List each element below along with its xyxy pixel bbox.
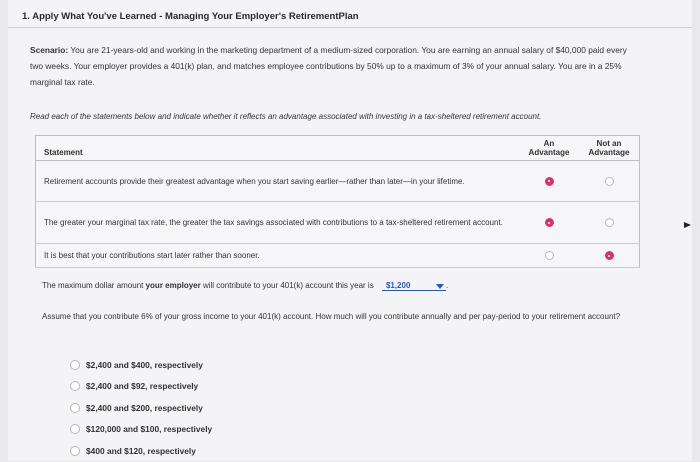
answer-options	[70, 354, 212, 462]
radio-option-4[interactable]	[70, 424, 80, 434]
statement-text: Retirement accounts provide their greatest advantage when you start saving earlier—rather than later—in your lifetime.	[36, 161, 520, 202]
statement-table	[35, 135, 640, 268]
table-row	[36, 161, 640, 202]
radio-advantage-row3[interactable]	[545, 251, 554, 260]
contribution-question: Assume that you contribute 6% of your gross income to your 401(k) account. How much will you contribute annually and per pay-period to your retirement account?	[42, 312, 621, 321]
radio-not-advantage-row1[interactable]	[605, 177, 614, 186]
option-2[interactable]: $2,400 and $92, respectively	[70, 376, 212, 398]
radio-option-2[interactable]	[70, 381, 80, 391]
scenario-text	[30, 42, 630, 90]
option-1[interactable]: $2,400 and $400, respectively	[70, 354, 212, 376]
scenario-label: Scenario:	[30, 45, 69, 55]
statement-text: It is best that your contributions start later rather than sooner.	[36, 244, 520, 268]
radio-option-1[interactable]	[70, 360, 80, 370]
radio-option-5[interactable]	[70, 446, 80, 456]
mouse-cursor-icon	[684, 222, 691, 228]
radio-option-3[interactable]	[70, 403, 80, 413]
table-row	[36, 202, 640, 244]
header-statement: Statement	[36, 136, 520, 161]
radio-not-advantage-row2[interactable]	[605, 218, 614, 227]
statement-text: The greater your marginal tax rate, the greater the tax savings associated with contributions to a tax-sheltered retirement account.	[36, 202, 520, 244]
instructions: Read each of the statements below and indicate whether it reflects an advantage associated with investing in a tax-sheltered retirement account.	[30, 112, 542, 121]
assignment-page	[8, 0, 692, 461]
option-3[interactable]: $2,400 and $200, respectively	[70, 397, 212, 419]
employer-question: The maximum dollar amount your employer will contribute to your 401(k) account this year is $1,200 .	[42, 281, 449, 290]
radio-not-advantage-row3[interactable]	[605, 251, 614, 260]
header-not-advantage: Not an Advantage	[579, 136, 640, 161]
option-4[interactable]: $120,000 and $100, respectively	[70, 419, 212, 441]
employer-contribution-dropdown[interactable]	[382, 281, 446, 291]
scenario-body: You are 21-years-old and working in the marketing department of a medium-sized corporation. You are earning an annual salary of $40,000 paid every two weeks. Your employer provides a 401(k) plan, and matches employee contributions by 50% up to a maximum of 3% of your annual salary. You are in a 25% marginal tax rate.	[30, 45, 627, 87]
header-advantage: An Advantage	[519, 136, 579, 161]
dropdown-value: $1,200	[385, 281, 411, 290]
question-title: 1. Apply What You've Learned - Managing Your Employer's RetirementPlan	[8, 6, 692, 28]
radio-advantage-row1[interactable]	[545, 177, 554, 186]
radio-advantage-row2[interactable]	[545, 218, 554, 227]
table-row	[36, 244, 640, 268]
chevron-down-icon	[436, 284, 444, 289]
option-5[interactable]: $400 and $120, respectively	[70, 440, 212, 462]
